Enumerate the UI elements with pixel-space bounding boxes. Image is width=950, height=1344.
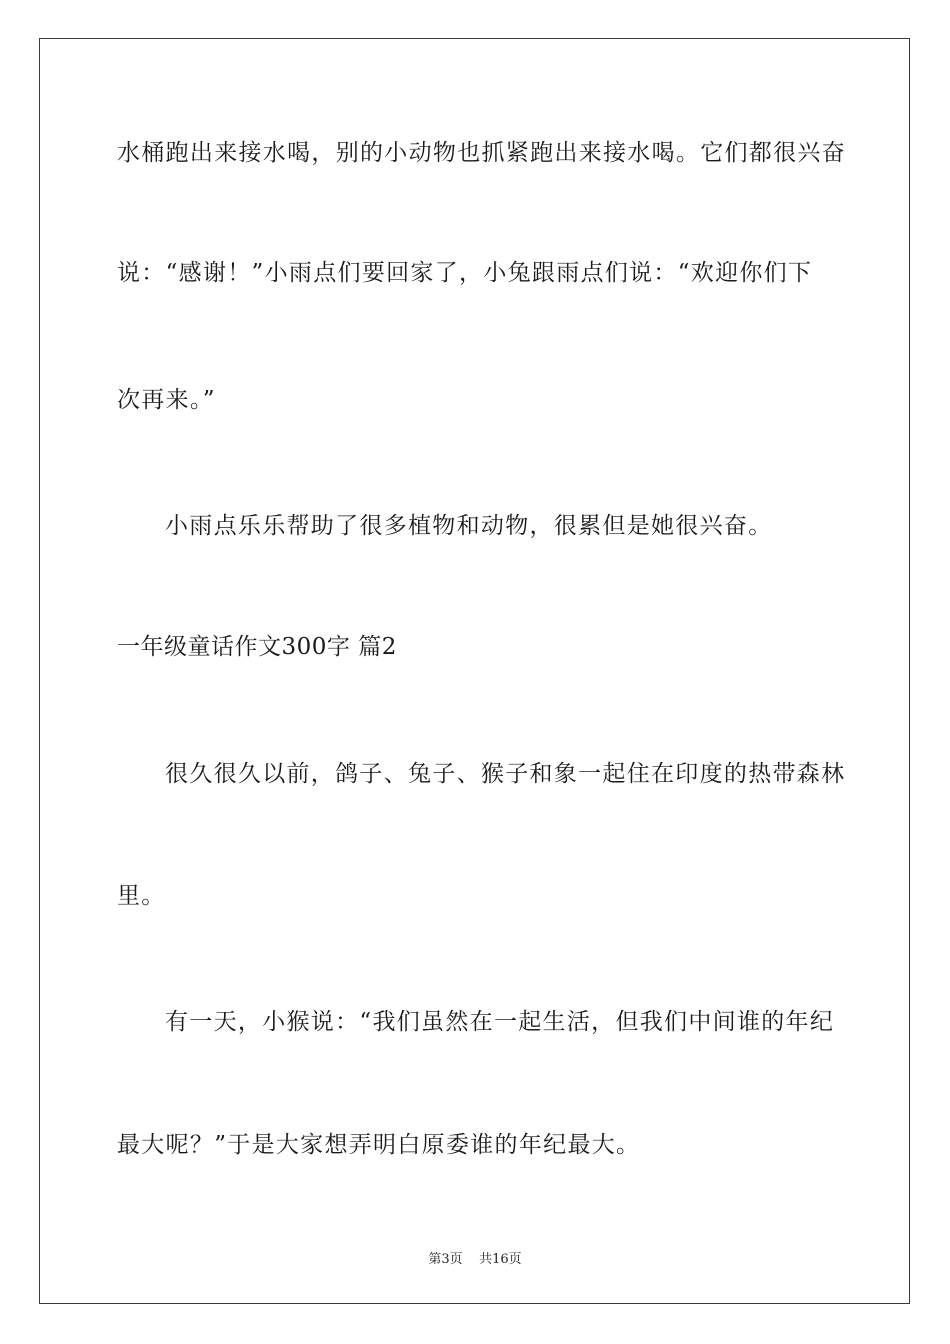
paragraph-line-6: 很久很久以前，鸽子、兔子、猴子和象一起住在印度的热带森林 bbox=[165, 761, 846, 787]
page-number-footer: 第3页 共16页 bbox=[428, 1252, 522, 1267]
body-line-1: 水桶跑出来接水喝，别的小动物也抓紧跑出来接水喝。它们都很兴奋 bbox=[117, 140, 846, 166]
paragraph-line-4: 小雨点乐乐帮助了很多植物和动物，很累但是她很兴奋。 bbox=[165, 513, 773, 539]
body-line-3: 次再来。” bbox=[117, 387, 216, 413]
paragraph-line-8: 有一天，小猴说：“我们虽然在一起生活，但我们中间谁的年纪 bbox=[165, 1009, 835, 1035]
body-line-7: 里。 bbox=[117, 883, 166, 909]
section-heading: 一年级童话作文300字 篇2 bbox=[117, 634, 397, 660]
body-line-9: 最大呢？”于是大家想弄明白原委谁的年纪最大。 bbox=[117, 1132, 641, 1158]
body-line-2: 说：“感谢！”小雨点们要回家了，小兔跟雨点们说：“欢迎你们下 bbox=[117, 260, 813, 286]
page-border bbox=[39, 38, 910, 1304]
